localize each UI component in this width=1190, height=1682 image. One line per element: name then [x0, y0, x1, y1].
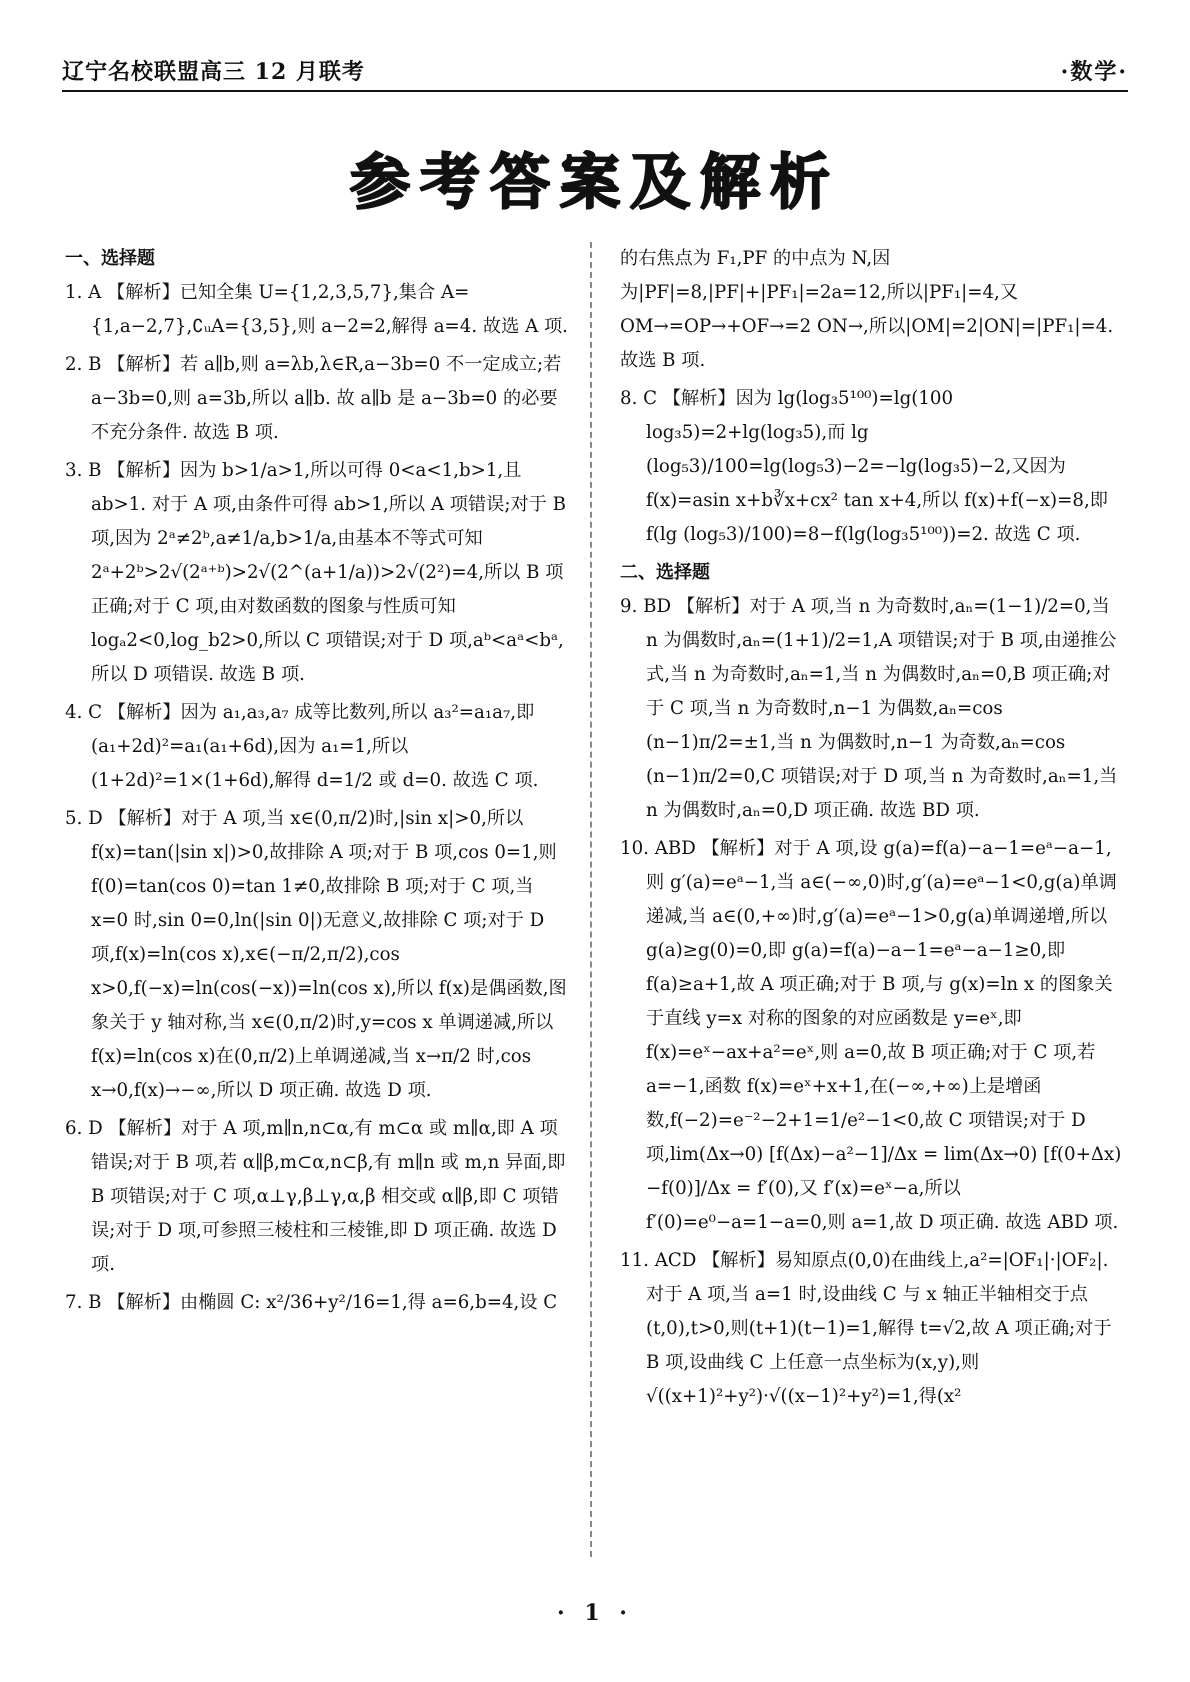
answer-item-9: 9. BD 【解析】对于 A 项,当 n 为奇数时,aₙ=(1−1)/2=0,当 n 为偶数时,aₙ=(1+1)/2=1,A 项错误;对于 B 项,由递推公式,当 n 为奇数时,aₙ=1,当 n 为偶数时,aₙ=0,B 项正确;对于 C 项,当 n 为奇数时,n−1 为偶数,aₙ=cos (n−1)π/2=±1,当 n 为偶数时,n−1 为奇数,aₙ=cos (n−1)π/2=0,C 项错误;对于 D 项,当 n 为奇数时,aₙ=1,当 n 为偶数时,aₙ=0,D 项正确. 故选 BD 项.: [620, 596, 1118, 821]
right-column: [620, 242, 1125, 1418]
answer-item-8: 8. C 【解析】因为 lg(log₃5¹⁰⁰)=lg(100 log₃5)=2+lg(log₃5),而 lg (log₅3)/100=lg(log₅3)−2=−lg(log₃5)−2,又因为 f(x)=asin x+b∛x+cx² tan x+4,所以 f(x)+f(−x)=8,即 f(lg (log₅3)/100)=8−f(lg(log₃5¹⁰⁰))=2. 故选 C 项.: [620, 388, 1108, 545]
answer-item-1: 1. A 【解析】已知全集 U={1,2,3,5,7},集合 A={1,a−2,7},∁ᵤA={3,5},则 a−2=2,解得 a=4. 故选 A 项.: [65, 282, 568, 337]
column-divider: [590, 242, 592, 1557]
subject-label: ·数学·: [1060, 59, 1128, 85]
page-header: [62, 58, 1128, 92]
answer-item-10: 10. ABD 【解析】对于 A 项,设 g(a)=f(a)−a−1=eᵃ−a−1,则 g′(a)=eᵃ−1,当 a∈(−∞,0)时,g′(a)=eᵃ−1<0,g(a)单调递减,当 a∈(0,+∞)时,g′(a)=eᵃ−1>0,g(a)单调递增,所以 g(a)≥g(0)=0,即 g(a)=f(a)−a−1=eᵃ−a−1≥0,即 f(a)≥a+1,故 A 项正确;对于 B 项,与 g(x)=ln x 的图象关于直线 y=x 对称的图象的对应函数是 y=eˣ,即 f(x)=eˣ−ax+a²=eˣ,则 a=0,故 B 项正确;对于 C 项,若 a=−1,函数 f(x)=eˣ+x+1,在(−∞,+∞)上是增函数,f(−2)=e⁻²−2+1=1/e²−1<0,故 C 项错误;对于 D 项,lim(Δx→0) [f(Δx)−a²−1]/Δx = lim(Δx→0) [f(0+Δx)−f(0)]/Δx = f′(0),又 f′(x)=eˣ−a,所以 f′(0)=e⁰−a=1−a=0,则 a=1,故 D 项正确. 故选 ABD 项.: [620, 838, 1122, 1233]
answer-item-6: 6. D 【解析】对于 A 项,m∥n,n⊂α,有 m⊂α 或 m∥α,即 A 项错误;对于 B 项,若 α∥β,m⊂α,n⊂β,有 m∥n 或 m,n 异面,即 B 项错误;对于 C 项,α⊥γ,β⊥γ,α,β 相交或 α∥β,即 C 项错误;对于 D 项,可参照三棱柱和三棱锥,即 D 项正确. 故选 D 项.: [65, 1118, 566, 1275]
left-column: [65, 242, 570, 1324]
section-heading: 二、选择题: [620, 562, 710, 583]
page-title: 参考答案及解析: [350, 148, 840, 218]
answer-item-7-continued: 的右焦点为 F₁,PF 的中点为 N,因为|PF|=8,|PF|+|PF₁|=2a=12,所以|PF₁|=4,又 OM→=OP→+OF→=2 ON→,所以|OM|=2|ON|=|PF₁|=4. 故选 B 项.: [620, 248, 1114, 371]
answer-item-5: 5. D 【解析】对于 A 项,当 x∈(0,π/2)时,|sin x|>0,所以 f(x)=tan(|sin x|)>0,故排除 A 项;对于 B 项,cos 0=1,则 f(0)=tan(cos 0)=tan 1≠0,故排除 B 项;对于 C 项,当 x=0 时,sin 0=0,ln(|sin 0|)无意义,故排除 C 项;对于 D 项,f(x)=ln(cos x),x∈(−π/2,π/2),cos x>0,f(−x)=ln(cos(−x))=ln(cos x),所以 f(x)是偶函数,图象关于 y 轴对称,当 x∈(0,π/2)时,y=cos x 单调递减,所以 f(x)=ln(cos x)在(0,π/2)上单调递减,当 x→π/2 时,cos x→0,f(x)→−∞,所以 D 项正确. 故选 D 项.: [65, 808, 567, 1101]
answer-item-11: 11. ACD 【解析】易知原点(0,0)在曲线上,a²=|OF₁|·|OF₂|. 对于 A 项,当 a=1 时,设曲线 C 与 x 轴正半轴相交于点(t,0),t>0,则(t+1)(t−1)=1,解得 t=√2,故 A 项正确;对于 B 项,设曲线 C 上任意一点坐标为(x,y),则 √((x+1)²+y²)·√((x−1)²+y²)=1,得(x²: [620, 1250, 1112, 1407]
answer-item-3: 3. B 【解析】因为 b>1/a>1,所以可得 0<a<1,b>1,且 ab>1. 对于 A 项,由条件可得 ab>1,所以 A 项错误;对于 B 项,因为 2ᵃ≠2ᵇ,a≠1/a,b>1/a,由基本不等式可知 2ᵃ+2ᵇ>2√(2ᵃ⁺ᵇ)>2√(2^(a+1/a))>2√(2²)=4,所以 B 项正确;对于 C 项,由对数函数的图象与性质可知 logₐ2<0,log_b2>0,所以 C 项错误;对于 D 项,aᵇ<aᵃ<bᵃ,所以 D 项错误. 故选 B 项.: [65, 460, 566, 685]
answer-item-2: 2. B 【解析】若 a∥b,则 a=λb,λ∈R,a−3b=0 不一定成立;若 a−3b=0,则 a=3b,所以 a∥b. 故 a∥b 是 a−3b=0 的必要不充分条件. 故选 B 项.: [65, 354, 562, 443]
page-number: · 1 ·: [557, 1600, 633, 1626]
answer-item-7: 7. B 【解析】由椭圆 C: x²/36+y²/16=1,得 a=6,b=4,设 C: [65, 1292, 558, 1313]
answer-item-4: 4. C 【解析】因为 a₁,a₃,a₇ 成等比数列,所以 a₃²=a₁a₇,即(a₁+2d)²=a₁(a₁+6d),因为 a₁=1,所以(1+2d)²=1×(1+6d),解得 d=1/2 或 d=0. 故选 C 项.: [65, 702, 539, 791]
section-heading: 一、选择题: [65, 248, 155, 269]
exam-name: 辽宁名校联盟高三 12 月联考: [62, 59, 365, 85]
